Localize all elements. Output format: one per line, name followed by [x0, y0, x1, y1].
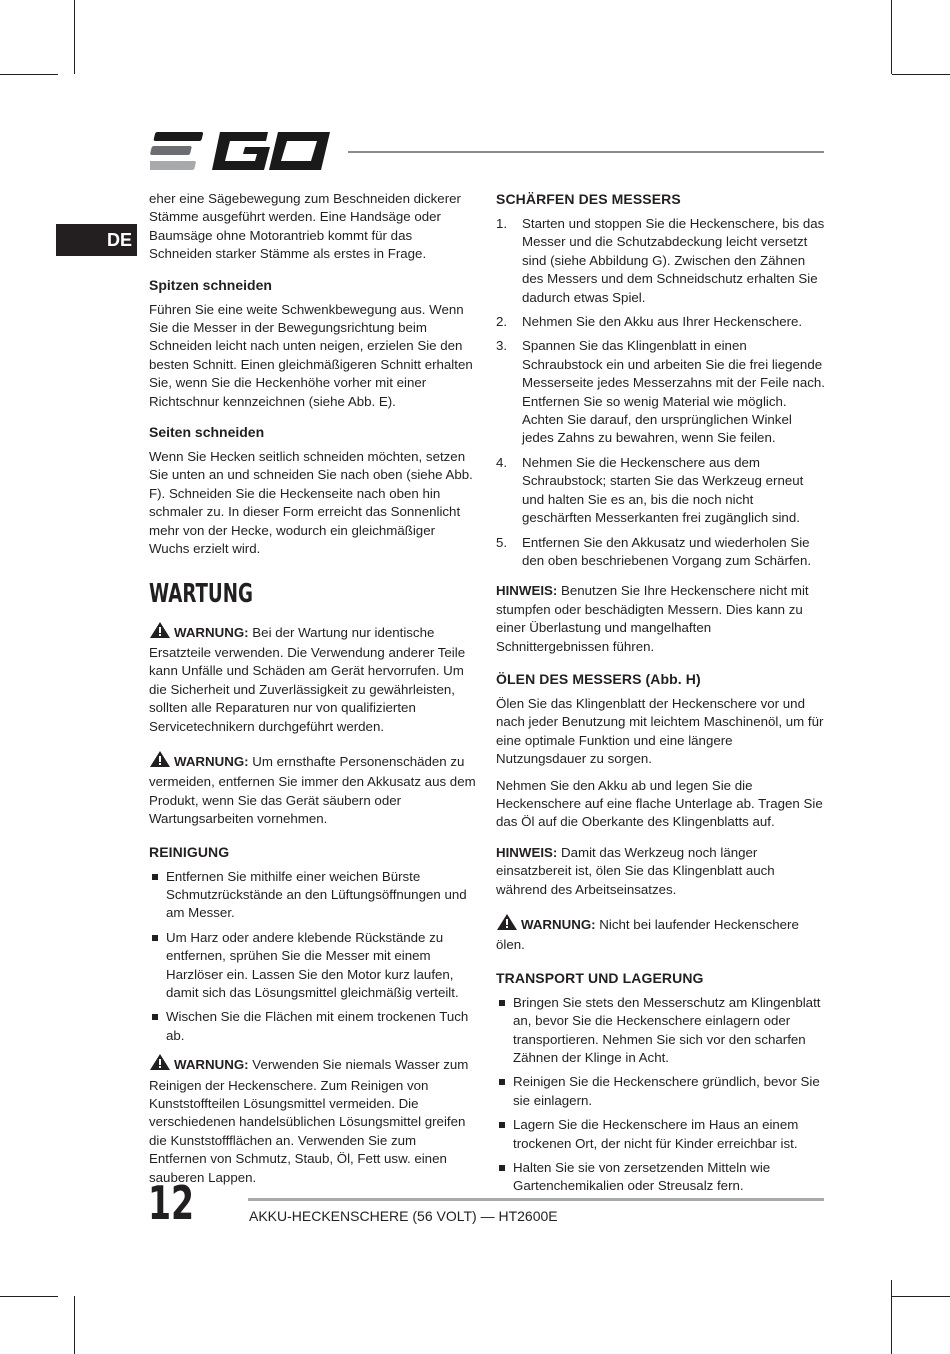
list-item: Reinigen Sie die Heckenschere gründlich, bevor Sie sie einlagern.: [496, 1073, 826, 1110]
warning-4-text: Nicht bei laufender Heckenschere ölen.: [496, 917, 799, 953]
schaerfen-heading: SCHÄRFEN DES MESSERS: [496, 191, 681, 207]
list-item: 4. Nehmen Sie die Heckenschere aus dem Schraubstock; starten Sie das Werkzeug erneut und halten Sie es an, bis die noch nicht geschärften Messerkanten frei zugänglich sind.: [496, 454, 804, 526]
crop-mark-tl-h: [0, 74, 58, 75]
bullet-square-icon: [499, 1000, 505, 1006]
spitzen-paragraph: Führen Sie eine weite Schwenkbewegung aus. Wenn Sie die Messer in der Bewegungsrichtung beim Schneiden leicht nach unten neigen, erzielen Sie den besten Schnitt. Einen gleichmäßigeren Schnitt erhalten Sie, wenn Sie die Heckenhöhe vorher mit einer Richtschnur kennzeichnen (siehe Abb. E).: [149, 301, 473, 409]
spitzen-heading: Spitzen schneiden: [149, 276, 272, 293]
warning-4: [496, 913, 826, 955]
warning-3-label: WARNUNG:: [174, 1057, 249, 1073]
language-tab-label: DE: [106, 230, 132, 250]
crop-mark-tl-v: [74, 0, 75, 74]
bullet-square-icon: [152, 1014, 158, 1020]
bullet-square-icon: [152, 874, 158, 880]
seiten-paragraph: Wenn Sie Hecken seitlich schneiden möchten, setzen Sie unten an und schneiden Sie nach oben (siehe Abb. F). Schneiden Sie die Heckenseite nach oben hin schmaler zu. In dieser Form erreicht das Sonnenlicht mehr von der Hecke, wodurch ein gleichmäßiger Wuchs erzielt wird.: [149, 449, 473, 557]
page-number: 12: [148, 1176, 195, 1230]
brand-logo: [150, 130, 332, 172]
crop-mark-tr-v: [891, 0, 892, 74]
list-item: Lagern Sie die Heckenschere im Haus an einem trockenen Ort, der nicht für Kinder erreichbar ist.: [496, 1116, 826, 1153]
bullet-square-icon: [152, 935, 158, 941]
hinweis-1-label: HINWEIS:: [496, 583, 558, 599]
footer-product-title: AKKU-HECKENSCHERE (56 VOLT) — HT2600E: [249, 1208, 558, 1224]
list-item: 3. Spannen Sie das Klingenblatt in einen Schraubstock ein und arbeiten Sie die frei liegende Messerseite jedes Messerzahns mit der Feile nach. Entfernen Sie so wenig Material wie möglich. Achten Sie darauf, den ursprünglichen Winkel jedes Zahns zu bewahren, wenn Sie feilen.: [496, 338, 825, 446]
transport-heading: TRANSPORT UND LAGERUNG: [496, 969, 704, 986]
warning-2: [149, 750, 477, 829]
language-tab: [56, 224, 137, 256]
warning-2-label: WARNUNG:: [174, 753, 249, 769]
hinweis-2-text: Damit das Werkzeug noch länger einsatzbereit ist, ölen Sie das Klingenblatt auch während des Arbeitseinsatzes.: [496, 844, 775, 897]
left-column: [149, 190, 477, 1195]
warning-1-text: Bei der Wartung nur identische Ersatzteile verwenden. Die Verwendung anderer Teile kann Unfälle und Schäden am Gerät hervorrufen. Um die Sicherheit und Zuverlässigkeit zu gewährleisten, sollten alle Reparaturen nur von qualifizierten Servicetechnikern durchgeführt werden.: [149, 624, 466, 734]
footer-rule: [248, 1198, 824, 1201]
warning-3: [149, 1053, 477, 1187]
warning-4-label: WARNUNG:: [521, 917, 596, 932]
hinweis-1-text: Benutzen Sie Ihre Heckenschere nicht mit stumpfen oder beschädigten Messern. Dies kann zu einer Überlastung und mangelhaften Schnittergebnissen führen.: [496, 583, 809, 654]
hinweis-2-label: HINWEIS:: [496, 844, 558, 860]
oelen-paragraph-1: Ölen Sie das Klingenblatt der Heckenschere vor und nach jeder Benutzung mit leichtem Maschinenöl, um für eine optimale Funktion und eine längere Nutzungsdauer zu sorgen.: [496, 695, 824, 767]
seiten-heading: Seiten schneiden: [149, 424, 265, 441]
warning-2-text: Um ernsthafte Personenschäden zu vermeiden, entfernen Sie immer den Akkusatz aus dem Produkt, wenn Sie das Gerät säubern oder Wartungsarbeiten vornehmen.: [149, 753, 476, 827]
bullet-square-icon: [499, 1165, 505, 1171]
warning-triangle-icon: [149, 621, 171, 644]
hinweis-2: [496, 844, 826, 899]
list-item: Wischen Sie die Flächen mit einem trockenen Tuch ab.: [149, 1008, 477, 1045]
crop-mark-br-v: [891, 1280, 892, 1354]
list-item: Um Harz oder andere klebende Rückstände zu entfernen, sprühen Sie die Messer mit einem Harzlöser ein. Lassen Sie den Motor kurz laufen, damit sich das Lösungsmittel gleichmäßig verteilt.: [149, 929, 477, 1003]
warning-3-text: Verwenden Sie niemals Wasser zum Reinigen der Heckenschere. Zum Reinigen von Kunststoffteilen Lösungsmittel vermeiden. Die verschiedenen handelsüblichen Lösungsmittel greifen die Kunststoffflächen an. Verwenden Sie zum Entfernen von Schmutz, Staub, Öl, Fett usw. einen sauberen Lappen.: [149, 1057, 469, 1185]
schaerfen-steps: [496, 215, 826, 570]
crop-mark-tr-h: [892, 74, 950, 75]
hinweis-1: [496, 582, 826, 656]
warning-triangle-icon: [496, 913, 518, 936]
list-item: 5. Entfernen Sie den Akkusatz und wiederholen Sie den oben beschriebenen Vorgang zum Schärfen.: [496, 534, 812, 568]
intro-paragraph: eher eine Sägebewegung zum Beschneiden dickerer Stämme ausgeführt werden. Eine Handsäge oder Baumsäge ohne Motorantrieb kommt für das Schneiden starker Stämme als erstes in Frage.: [149, 191, 461, 262]
oelen-paragraph-2: Nehmen Sie den Akku ab und legen Sie die Heckenschere auf eine flache Unterlage ab. Tragen Sie das Öl auf die Oberkante des Klingenblatts auf.: [496, 777, 823, 830]
bullet-square-icon: [499, 1079, 505, 1085]
header-rule: [348, 151, 824, 153]
right-column: [496, 190, 826, 1202]
warning-triangle-icon: [149, 750, 171, 773]
warning-triangle-icon: [149, 1053, 171, 1076]
list-item: 2. Nehmen Sie den Akku aus Ihrer Heckenschere.: [496, 314, 803, 330]
list-item: Halten Sie sie von zersetzenden Mitteln wie Gartenchemikalien oder Streusalz fern.: [496, 1159, 826, 1196]
list-item: Entfernen Sie mithilfe einer weichen Bürste Schmutzrückstände an den Lüftungsöffnungen und am Messer.: [149, 868, 477, 923]
crop-mark-bl-v: [74, 1296, 75, 1354]
transport-list: [496, 994, 826, 1196]
reinigung-heading: REINIGUNG: [149, 843, 230, 860]
crop-mark-br-h: [892, 1296, 950, 1297]
reinigung-list: [149, 868, 477, 1046]
bullet-square-icon: [499, 1122, 505, 1128]
oelen-heading: ÖLEN DES MESSERS (Abb. H): [496, 670, 701, 687]
list-item: Bringen Sie stets den Messerschutz am Klingenblatt an, bevor Sie die Heckenschere einlagern oder transportieren. Nehmen Sie sich vor den scharfen Zähnen der Klinge in Acht.: [496, 994, 826, 1068]
crop-mark-bl-h: [0, 1296, 58, 1297]
wartung-heading: WARTUNG: [149, 578, 253, 609]
warning-1: [149, 621, 477, 736]
list-item: 1. Starten und stoppen Sie die Heckenschere, bis das Messer und die Schutzabdeckung leicht versetzt sind (siehe Abbildung G). Zwischen den Zähnen des Messers und dem Schneidschutz erhalten Sie dadurch etwas Spiel.: [496, 216, 825, 305]
warning-1-label: WARNUNG:: [174, 624, 249, 640]
